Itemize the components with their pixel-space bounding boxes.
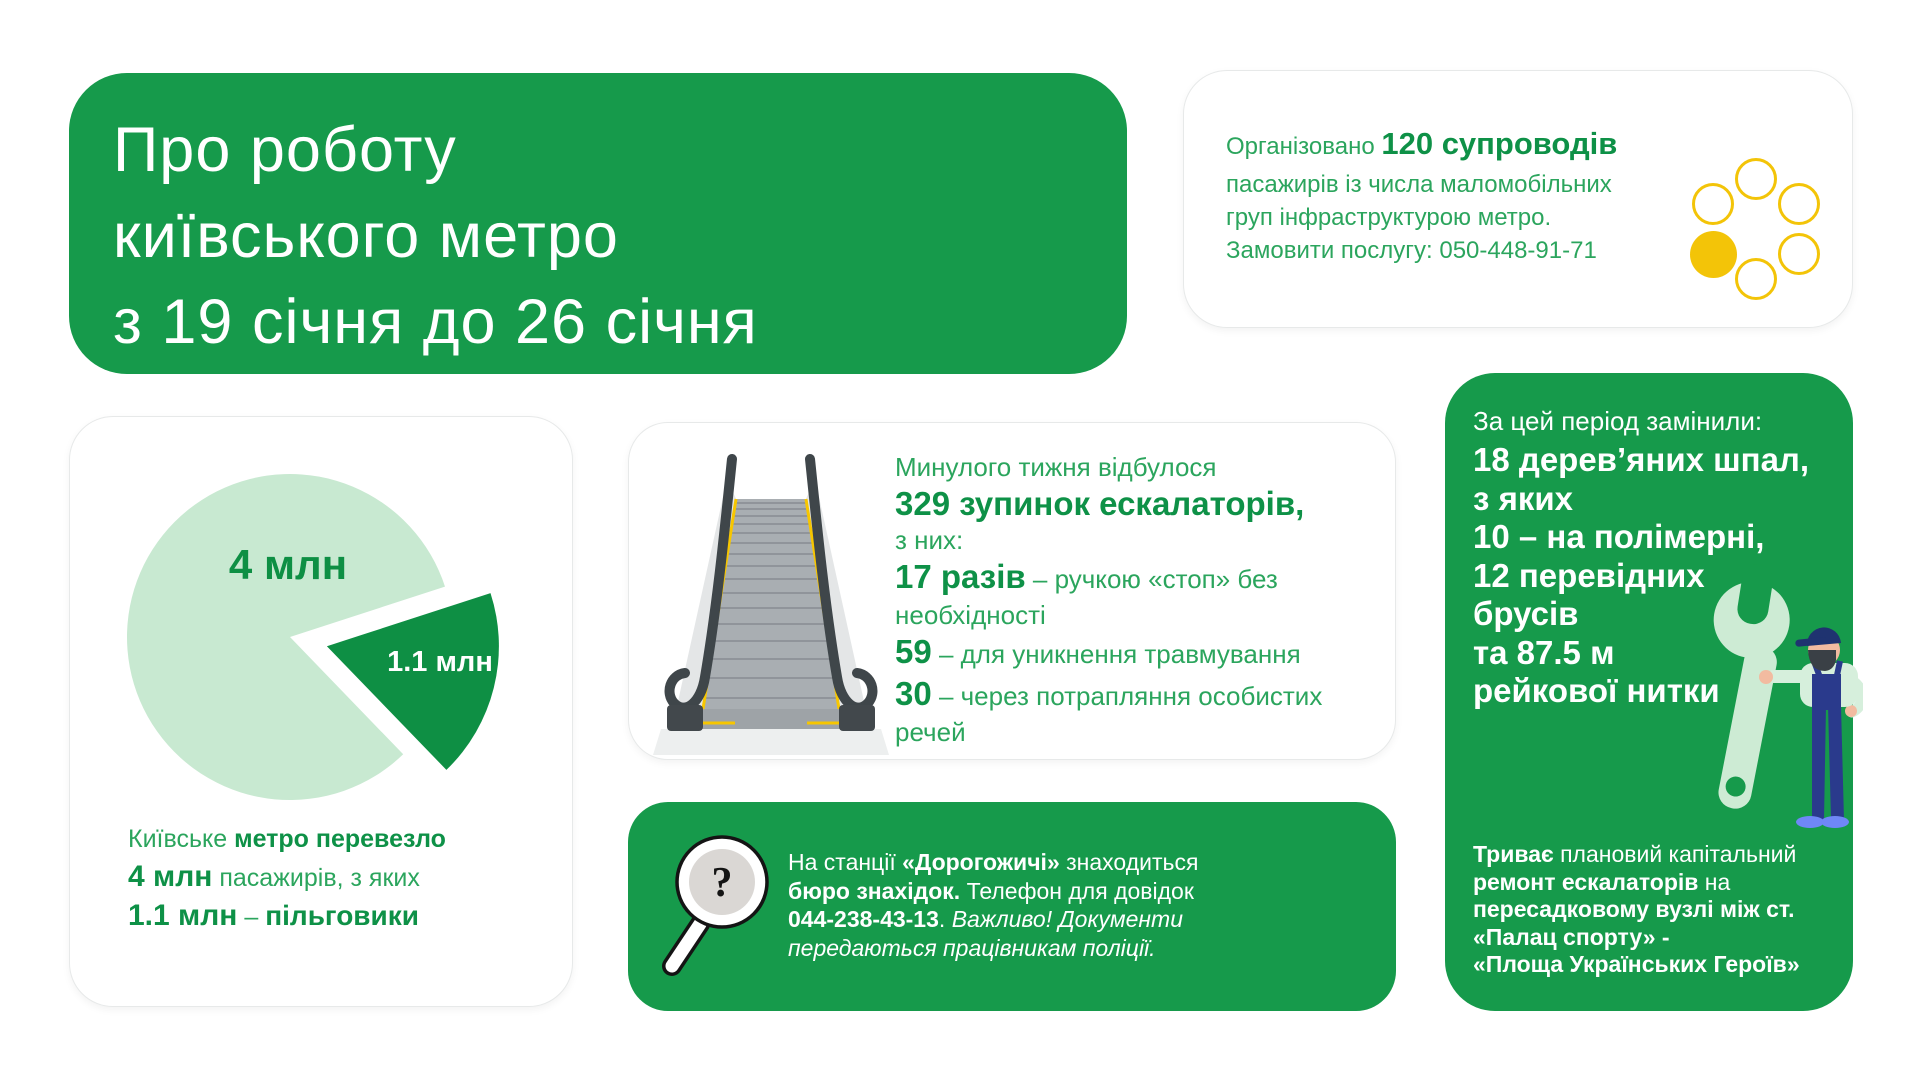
ridership-caption [128, 821, 446, 936]
wrench-head [1708, 559, 1798, 664]
station-palats-sportu: «Палац спорту» - [1473, 923, 1670, 950]
lost-important-note: Важливо! Документи [951, 906, 1183, 932]
lost-regular: . [938, 906, 952, 932]
escalator-floor [653, 729, 889, 755]
ridership-pie-chart [70, 427, 574, 827]
stop-count-30: 30 [895, 675, 932, 712]
repairs-item-beams-cont: брусів [1473, 595, 1579, 632]
escalator-foot-right [839, 705, 875, 731]
bureau-name: бюро знахідок. [788, 877, 961, 904]
repairs-card [1445, 373, 1853, 1011]
repairs-item-rail: та 87.5 м [1473, 633, 1615, 671]
worker-arm-reaching [1767, 670, 1815, 683]
repairs-note-line-2 [1473, 869, 1800, 897]
title-card [69, 73, 1127, 374]
lost-line-2 [788, 877, 1198, 906]
page-title [113, 107, 758, 365]
stops-reason-3 [895, 674, 1322, 716]
repairs-note-line-5 [1473, 951, 1800, 979]
note-regular: на [1698, 868, 1731, 895]
escalator-stops-text [895, 451, 1322, 749]
stops-reason-3-cont: речей [895, 717, 966, 747]
repairs-item-rail-cont: рейкової нитки [1473, 672, 1720, 709]
circle-icon [1778, 183, 1820, 225]
escort-line-1 [1226, 123, 1617, 168]
lost-regular: Телефон для довідок [960, 877, 1194, 904]
stops-reason-1-cont: необхідності [895, 600, 1046, 630]
stop-reason-text: – через потрапляння особистих [931, 681, 1323, 711]
ridership-card [69, 416, 573, 1007]
worker-with-wrench-illustration [1688, 558, 1863, 843]
lost-line-1 [788, 848, 1198, 877]
escalator-foot-left [667, 705, 703, 731]
title-line-2: київського метро [113, 201, 619, 271]
lost-line-3 [788, 905, 1198, 934]
station-ploshcha-heroiv: «Площа Українських Героїв» [1473, 951, 1800, 977]
escort-phone-line: Замовити послугу: 050-448-91-71 [1226, 237, 1597, 264]
repairs-item-sleepers: 18 дерев’яних шпал, [1473, 441, 1810, 478]
lost-and-found-card [628, 802, 1396, 1011]
note-regular: плановий капітальний [1553, 841, 1797, 867]
repairs-note-line-1 [1473, 841, 1800, 869]
worker-shoe-right [1821, 816, 1849, 828]
repairs-intro: За цей період замінили: [1473, 406, 1763, 436]
station-name: «Дорогожичі» [902, 849, 1060, 875]
lost-important-note-cont: передаються працівникам поліції. [788, 934, 1156, 961]
circle-icon [1735, 258, 1777, 300]
stops-line-1: Минулого тижня відбулося [895, 452, 1217, 482]
escort-service-card [1183, 70, 1853, 328]
escalator-stops-card [628, 422, 1396, 760]
caption-dash: – [237, 903, 266, 931]
worker-overall-bib [1812, 674, 1841, 710]
repairs-item-beams: 12 перевідних [1473, 556, 1705, 594]
stop-count-59: 59 [895, 633, 932, 670]
escort-line-2: пасажирів із числа маломобільних [1226, 171, 1612, 198]
lost-and-found-text [788, 848, 1198, 962]
ridership-caption-line-2 [128, 858, 446, 897]
worker-shoe-left [1796, 816, 1824, 828]
escalator-landing [699, 709, 843, 729]
stops-reason-1 [895, 557, 1322, 599]
caption-regular: Київське [128, 825, 235, 853]
stop-reason-text: – для уникнення травмування [931, 639, 1301, 669]
lost-regular: На станції [788, 849, 903, 875]
title-line-1: Про роботу [113, 115, 457, 185]
circle-icon [1778, 233, 1820, 275]
note-bold: ремонт ескалаторів [1473, 868, 1699, 895]
caption-bold: пільговики [265, 900, 419, 931]
circle-icon [1735, 158, 1777, 200]
stops-reason-2 [895, 632, 1322, 674]
lost-phone-number: 044-238-43-13 [788, 906, 939, 932]
repairs-item: з яких [1473, 479, 1573, 517]
escort-count: 120 супроводів [1381, 126, 1618, 161]
escort-service-text [1226, 123, 1617, 267]
title-line-3: з 19 січня до 26 січня [113, 287, 758, 357]
circle-icon [1692, 183, 1734, 225]
magnifier-question-icon [644, 824, 784, 994]
escort-line-1-regular: Організовано [1226, 133, 1382, 160]
worker-hand-grip [1759, 670, 1773, 684]
lost-regular: знаходиться [1059, 849, 1199, 875]
note-bold: Триває [1473, 841, 1554, 867]
caption-regular: пасажирів, з яких [212, 864, 420, 892]
escalator-illustration [647, 437, 895, 757]
pie-label-discounted: 1.1 млн [387, 646, 493, 678]
repairs-note-line-4 [1473, 924, 1800, 952]
worker-leg-left [1812, 706, 1826, 820]
repairs-note [1473, 841, 1800, 979]
wrench-handle [1716, 643, 1780, 811]
worker-leg-right [1828, 706, 1844, 820]
note-bold: пересадковому вузлі між ст. [1473, 896, 1795, 922]
circle-ring-decoration [1682, 111, 1842, 311]
pie-label-total: 4 млн [228, 541, 348, 588]
stop-reason-text: – ручкою «стоп» без [1025, 564, 1278, 594]
caption-bold: метро перевезло [234, 825, 446, 853]
discounted-passengers-number: 1.1 млн [128, 899, 238, 932]
ridership-caption-line-1 [128, 821, 446, 858]
circle-filled-icon [1690, 231, 1737, 278]
escort-line-3: груп інфраструктурою метро. [1226, 204, 1552, 231]
stops-total: 329 зупинок ескалаторів, [895, 485, 1305, 522]
total-passengers-number: 4 млн [128, 860, 213, 893]
ridership-caption-line-3 [128, 897, 446, 936]
repairs-note-line-3 [1473, 896, 1800, 924]
lost-line-4 [788, 934, 1198, 963]
stops-line-3: з них: [895, 525, 964, 555]
stop-count-17: 17 разів [895, 558, 1026, 595]
repairs-item-polymer: 10 – на полімерні, [1473, 518, 1765, 555]
question-mark: ? [711, 860, 733, 906]
